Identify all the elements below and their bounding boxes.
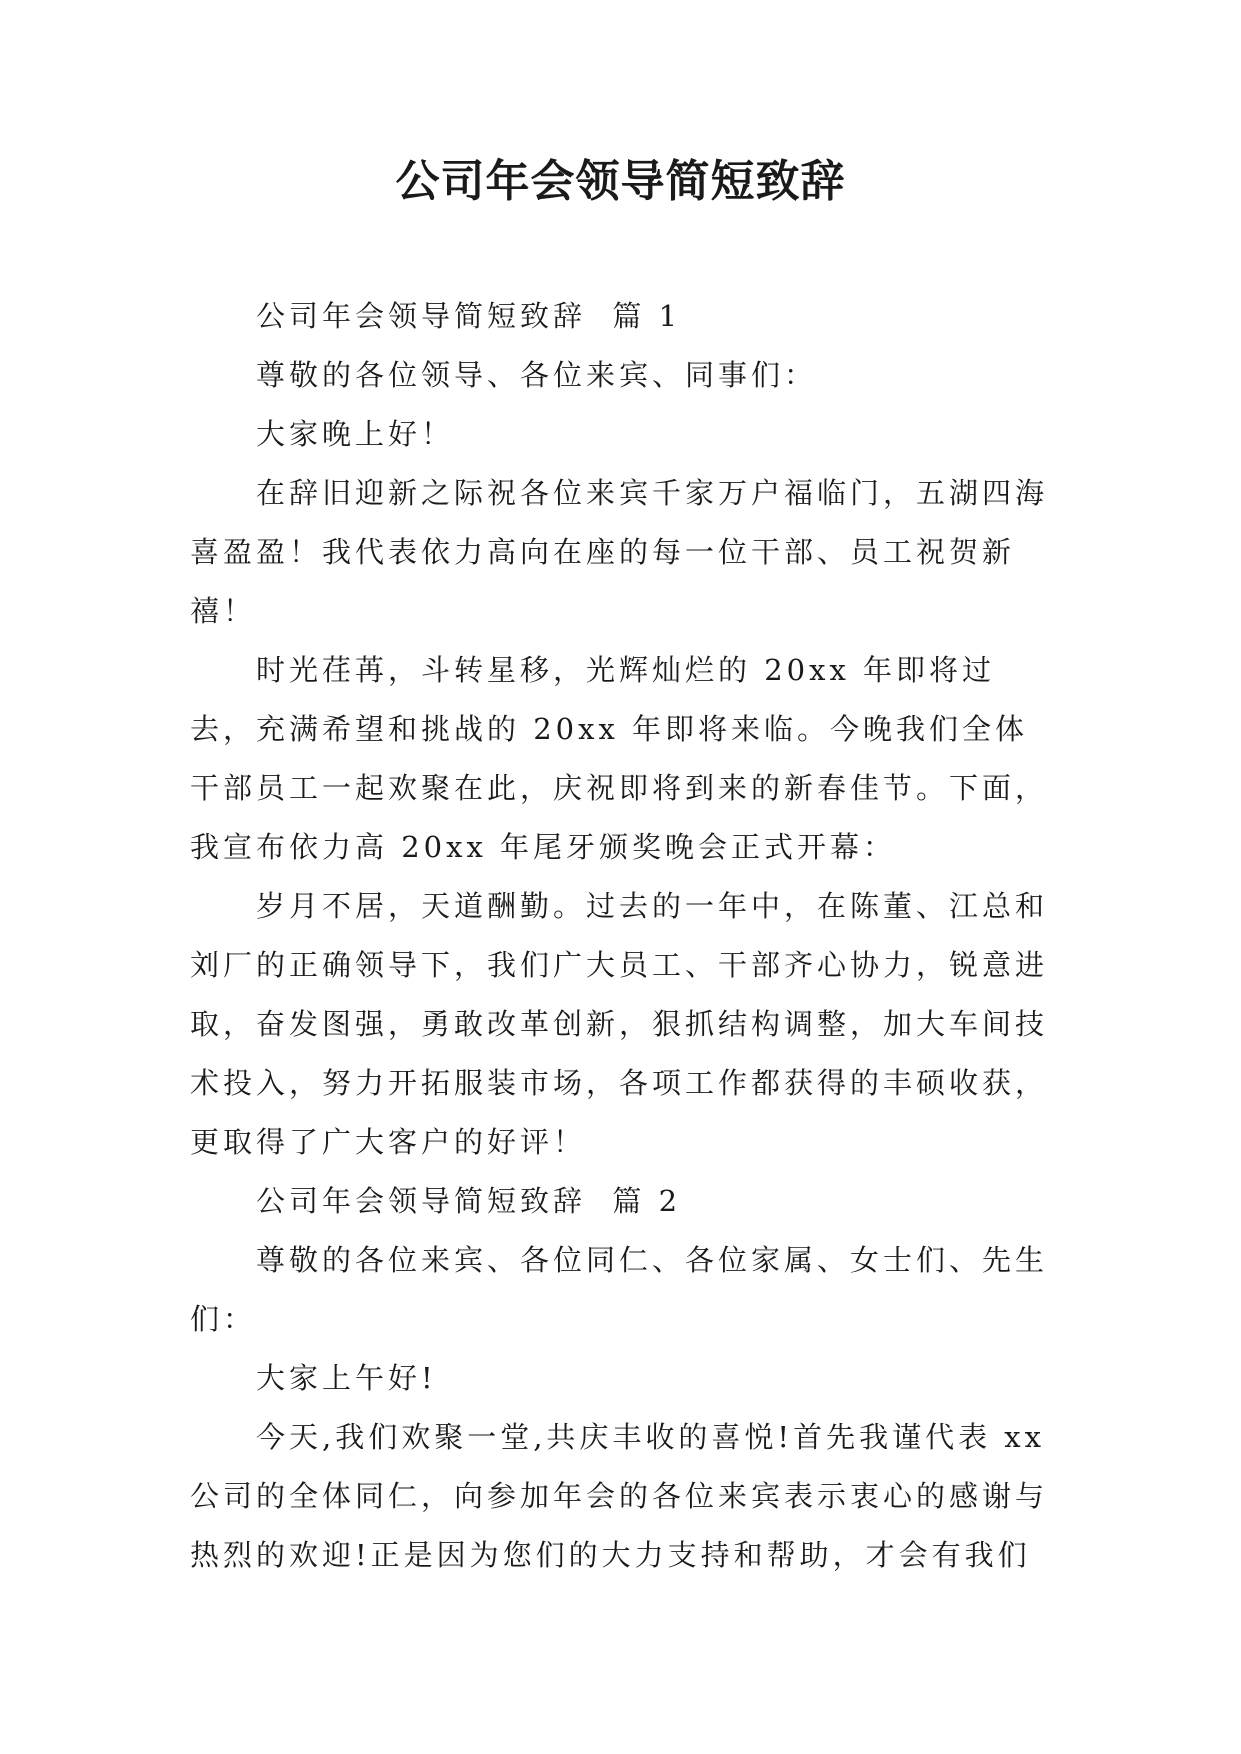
- document-body: [190, 287, 1059, 1585]
- greeting-paragraph: 大家晚上好！: [256, 417, 455, 451]
- salutation-paragraph: 尊敬的各位来宾、各位同仁、各位家属、女士们、先生们：: [190, 1243, 1049, 1336]
- section-heading-2: 公司年会领导简短致辞 篇 2: [256, 1184, 682, 1218]
- body-paragraph: 岁月不居，天道酬勤。过去的一年中，在陈董、江总和刘厂的正确领导下，我们广大员工、干部齐心协力，锐意进取，奋发图强，勇敢改革创新，狠抓结构调整，加大车间技术投入，努力开拓服装市场，各项工作都获得的丰硕收获，更取得了广大客户的好评！: [190, 889, 1049, 1159]
- body-paragraph: 时光荏苒，斗转星移，光辉灿烂的 20xx 年即将过去，充满希望和挑战的 20xx 年即将来临。今晚我们全体干部员工一起欢聚在此，庆祝即将到来的新春佳节。下面，我宣布依力高 20xx 年尾牙颁奖晚会正式开幕：: [190, 653, 1049, 864]
- section-heading-1: 公司年会领导简短致辞 篇 1: [256, 299, 682, 333]
- salutation-paragraph: 尊敬的各位领导、各位来宾、同事们：: [256, 358, 818, 392]
- body-paragraph: 今天,我们欢聚一堂,共庆丰收的喜悦!首先我谨代表 xx 公司的全体同仁，向参加年会的各位来宾表示衷心的感谢与热烈的欢迎!正是因为您们的大力支持和帮助，才会有我们: [190, 1420, 1059, 1572]
- body-paragraph: 在辞旧迎新之际祝各位来宾千家万户福临门，五湖四海喜盈盈！我代表依力高向在座的每一位干部、员工祝贺新禧！: [190, 476, 1049, 628]
- greeting-paragraph: 大家上午好!: [256, 1361, 437, 1395]
- document-title: 公司年会领导简短致辞: [395, 156, 846, 207]
